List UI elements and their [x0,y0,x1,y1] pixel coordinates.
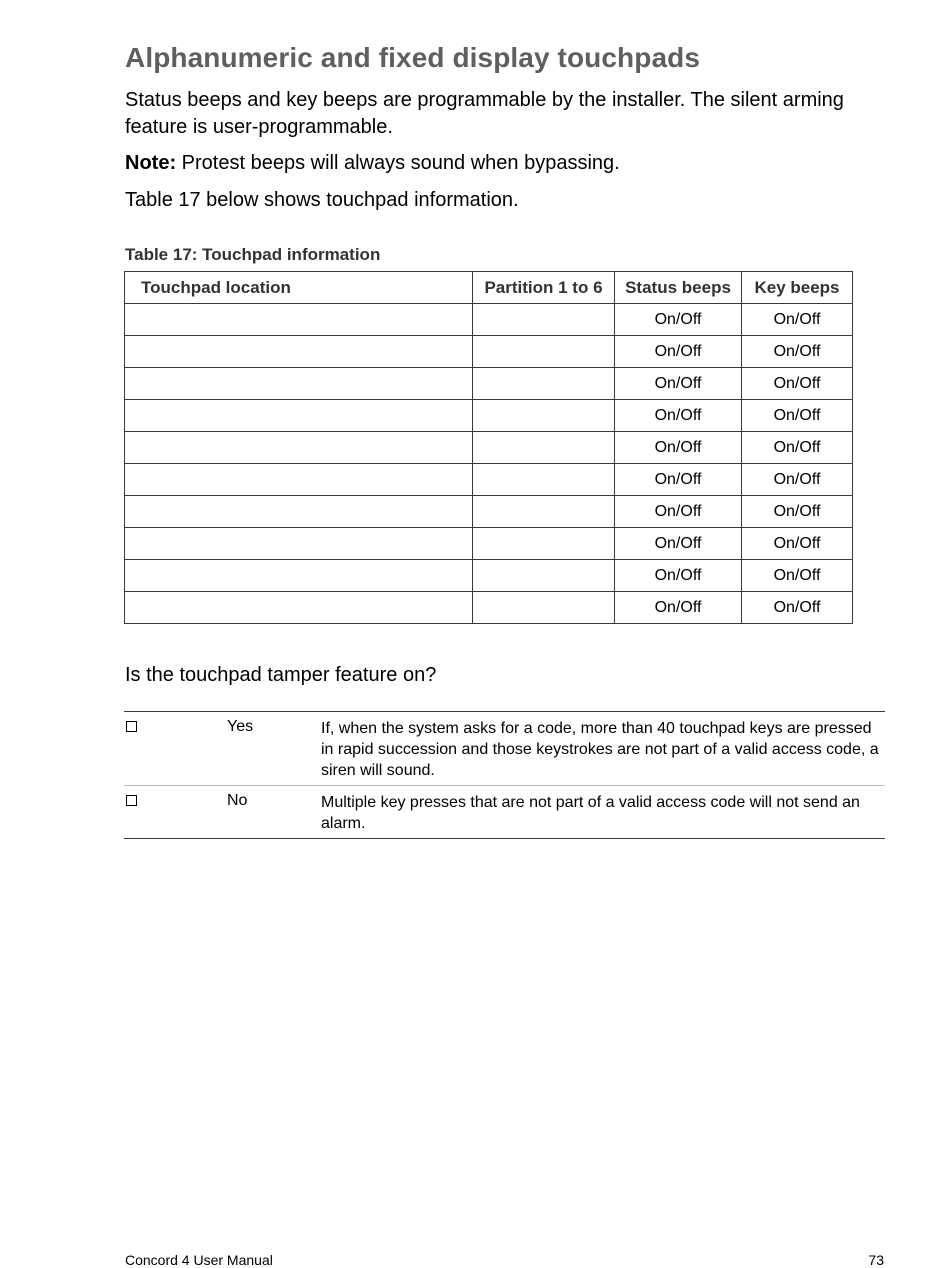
column-header-status-beeps: Status beeps [615,272,742,304]
partition-cell [473,432,615,464]
table-row [125,464,853,496]
no-checkbox[interactable] [126,795,137,806]
touchpad-location-cell [125,336,473,368]
column-header-touchpad-location: Touchpad location [125,272,473,304]
tamper-options [124,711,885,839]
touchpad-location-cell [125,592,473,624]
partition-cell [473,304,615,336]
tamper-question: Is the touchpad tamper feature on? [125,664,437,686]
beeps-paragraph: Status beeps and key beeps are programmable by the installer. The silent arming feature is user-programmable. [125,89,844,138]
partition-cell [473,592,615,624]
note-text: Protest beeps will always sound when bypassing. [176,152,620,174]
partition-cell [473,400,615,432]
key-beeps-cell: On/Off [742,336,853,368]
table-caption: Table 17: Touchpad information [125,245,381,264]
touchpad-location-cell [125,368,473,400]
yes-checkbox[interactable] [126,721,137,732]
key-beeps-cell: On/Off [742,592,853,624]
option-label-no: No [227,792,248,809]
key-beeps-cell: On/Off [742,560,853,592]
status-beeps-cell: On/Off [615,496,742,528]
touchpad-location-cell [125,304,473,336]
table-row [125,336,853,368]
table-intro-paragraph: Table 17 below shows touchpad information. [125,189,519,211]
touchpad-location-cell [125,528,473,560]
option-description-no: Multiple key presses that are not part of a valid access code will not send an alarm. [321,794,860,832]
touchpad-location-cell [125,560,473,592]
status-beeps-cell: On/Off [615,528,742,560]
option-description-yes: If, when the system asks for a code, more than 40 touchpad keys are pressed in rapid succession and those keystrokes are not part of a valid access code, a siren will sound. [321,720,879,779]
partition-cell [473,368,615,400]
table-row [125,432,853,464]
table-header-row [125,272,853,304]
status-beeps-cell: On/Off [615,368,742,400]
touchpad-location-cell [125,432,473,464]
partition-cell [473,464,615,496]
status-beeps-cell: On/Off [615,464,742,496]
key-beeps-cell: On/Off [742,464,853,496]
key-beeps-cell: On/Off [742,432,853,464]
touchpad-location-cell [125,464,473,496]
table-row [125,368,853,400]
partition-cell [473,560,615,592]
table-row [125,496,853,528]
status-beeps-cell: On/Off [615,400,742,432]
touchpad-info-table [124,271,853,624]
key-beeps-cell: On/Off [742,304,853,336]
key-beeps-cell: On/Off [742,528,853,560]
status-beeps-cell: On/Off [615,336,742,368]
tamper-option-no [124,786,885,838]
key-beeps-cell: On/Off [742,400,853,432]
status-beeps-cell: On/Off [615,560,742,592]
footer-page-number: 73 [868,1252,884,1268]
partition-cell [473,528,615,560]
column-header-key-beeps: Key beeps [742,272,853,304]
touchpad-location-cell [125,400,473,432]
partition-cell [473,496,615,528]
note-paragraph [125,150,845,177]
touchpad-location-cell [125,496,473,528]
table-row [125,528,853,560]
table-row [125,400,853,432]
option-label-yes: Yes [227,718,254,735]
tamper-option-yes [124,712,885,786]
footer-manual-title: Concord 4 User Manual [125,1252,273,1268]
page-title: Alphanumeric and fixed display touchpads [125,42,700,73]
table-row [125,304,853,336]
column-header-partition: Partition 1 to 6 [473,272,615,304]
table-row [125,592,853,624]
status-beeps-cell: On/Off [615,304,742,336]
table-row [125,560,853,592]
key-beeps-cell: On/Off [742,368,853,400]
partition-cell [473,336,615,368]
status-beeps-cell: On/Off [615,432,742,464]
status-beeps-cell: On/Off [615,592,742,624]
note-label: Note: [125,152,177,174]
key-beeps-cell: On/Off [742,496,853,528]
